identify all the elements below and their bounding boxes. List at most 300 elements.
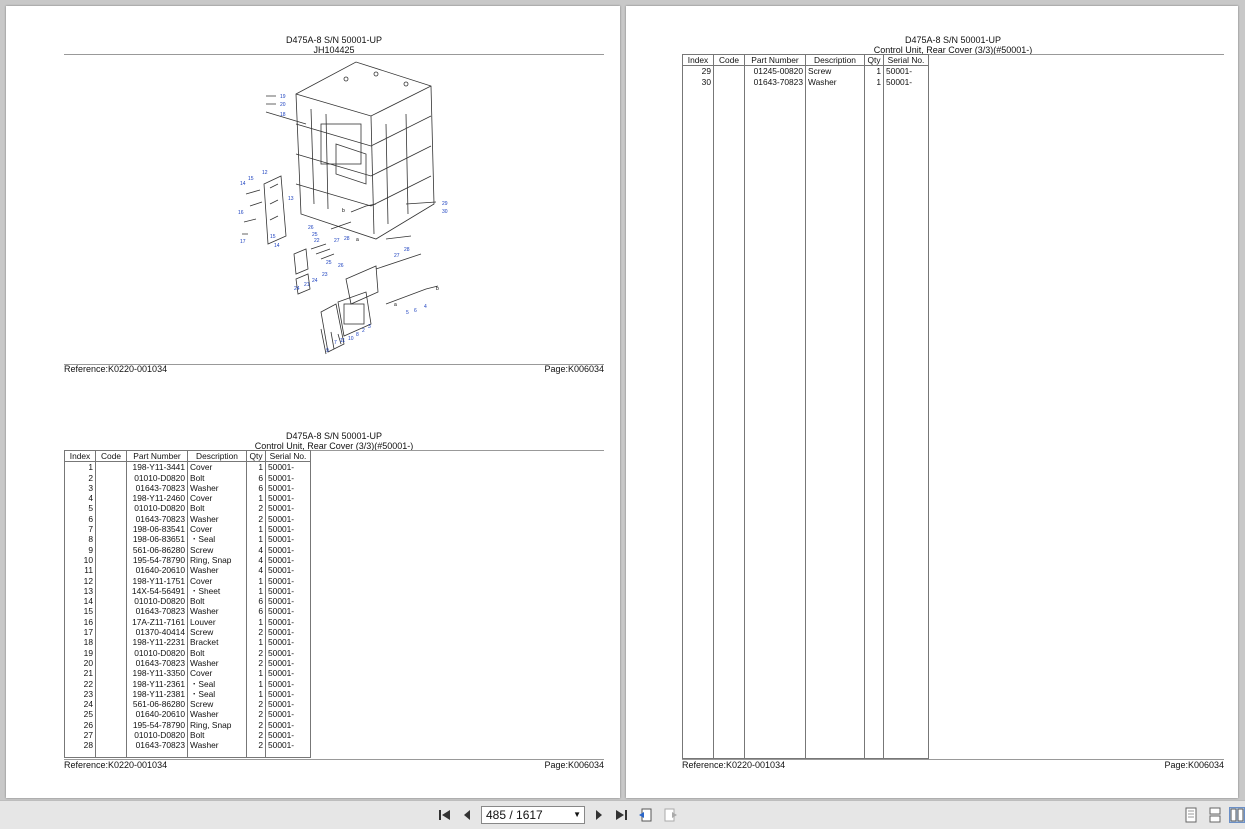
cell-part-number: 195-54-78790 — [127, 555, 188, 565]
cell-index: 6 — [65, 514, 96, 524]
cell-description: Ring, Snap — [188, 555, 247, 565]
svg-text:3: 3 — [368, 324, 371, 330]
cell-part-number: 198-Y11-3350 — [127, 668, 188, 678]
go-back-view-icon[interactable] — [638, 807, 654, 823]
cell-part-number: 01010-D0820 — [127, 503, 188, 513]
svg-text:20: 20 — [280, 102, 286, 108]
table-row — [65, 524, 311, 534]
cell-code — [96, 473, 127, 483]
table-row — [65, 545, 311, 555]
cell-qty: 2 — [247, 730, 266, 740]
cell-qty: 6 — [247, 473, 266, 483]
cell-index: 20 — [65, 658, 96, 668]
cell-part-number: 198-06-83541 — [127, 524, 188, 534]
cell-serial-no: 50001- — [266, 493, 311, 503]
cell-index: 25 — [65, 709, 96, 719]
svg-text:11: 11 — [340, 338, 346, 344]
cell-description: Cover — [188, 524, 247, 534]
cell-code — [96, 740, 127, 750]
cell-code — [96, 545, 127, 555]
svg-text:24: 24 — [312, 278, 318, 284]
parts-table-left — [64, 450, 311, 758]
cell-serial-no: 50001- — [266, 648, 311, 658]
cell-code — [714, 77, 745, 87]
cell-index: 9 — [65, 545, 96, 555]
cell-description: Cover — [188, 668, 247, 678]
cell-index: 12 — [65, 576, 96, 586]
cell-part-number: 198-06-83651 — [127, 534, 188, 544]
cell-part-number: 198-Y11-2381 — [127, 689, 188, 699]
cell-part-number: 01010-D0820 — [127, 473, 188, 483]
cell-code — [96, 617, 127, 627]
cell-part-number: 198-Y11-2361 — [127, 679, 188, 689]
cell-serial-no: 50001- — [266, 473, 311, 483]
cell-serial-no: 50001- — [266, 555, 311, 565]
svg-text:15: 15 — [248, 176, 254, 182]
svg-text:5: 5 — [406, 310, 409, 316]
cell-code — [96, 658, 127, 668]
filler-cell — [745, 87, 806, 759]
louver-cover — [338, 292, 371, 336]
column-header-qty: Qty — [247, 451, 266, 462]
cell-index: 4 — [65, 493, 96, 503]
table-filler-row — [683, 87, 929, 759]
cell-description: Bolt — [188, 503, 247, 513]
filler-cell — [188, 751, 247, 758]
cell-serial-no: 50001- — [266, 658, 311, 668]
column-header-part-number: Part Number — [127, 451, 188, 462]
table-row — [65, 565, 311, 575]
cell-part-number: 01010-D0820 — [127, 596, 188, 606]
cell-serial-no: 50001- — [266, 627, 311, 637]
illustration-header — [6, 35, 662, 55]
table-row — [65, 606, 311, 616]
cell-serial-no: 50001- — [266, 586, 311, 596]
table-row — [65, 586, 311, 596]
cell-index: 21 — [65, 668, 96, 678]
cell-index: 18 — [65, 637, 96, 647]
cell-qty: 1 — [247, 493, 266, 503]
svg-text:13: 13 — [288, 196, 294, 202]
cell-serial-no: 50001- — [266, 534, 311, 544]
table-row — [65, 740, 311, 750]
cell-part-number: 561-06-86280 — [127, 545, 188, 555]
column-header-description: Description — [806, 55, 865, 66]
svg-text:27: 27 — [334, 238, 340, 244]
cell-index: 14 — [65, 596, 96, 606]
table-row — [65, 699, 311, 709]
cell-code — [96, 514, 127, 524]
cell-serial-no: 50001- — [266, 514, 311, 524]
cell-qty: 4 — [247, 545, 266, 555]
cell-qty: 1 — [247, 524, 266, 534]
svg-text:9: 9 — [326, 348, 329, 354]
cell-description: Washer — [188, 483, 247, 493]
cell-qty: 2 — [247, 514, 266, 524]
column-header-code: Code — [96, 451, 127, 462]
cell-index: 19 — [65, 648, 96, 658]
svg-text:12: 12 — [262, 170, 268, 176]
cell-qty: 6 — [247, 606, 266, 616]
cell-serial-no: 50001- — [266, 462, 311, 473]
cell-serial-no: 50001- — [884, 77, 929, 87]
cell-qty: 4 — [247, 555, 266, 565]
filler-cell — [65, 751, 96, 758]
cell-index: 1 — [65, 462, 96, 473]
cell-description: Washer — [188, 514, 247, 524]
cell-qty: 1 — [247, 679, 266, 689]
svg-text:6: 6 — [414, 308, 417, 314]
svg-text:2: 2 — [362, 328, 365, 334]
cell-qty: 4 — [247, 565, 266, 575]
cell-description: Bolt — [188, 473, 247, 483]
cell-code — [96, 483, 127, 493]
cell-serial-no: 50001- — [266, 730, 311, 740]
cell-code — [96, 689, 127, 699]
cell-qty: 2 — [247, 658, 266, 668]
cell-qty: 6 — [247, 483, 266, 493]
cell-serial-no: 50001- — [266, 709, 311, 719]
table-row — [65, 473, 311, 483]
cell-description: Washer — [806, 77, 865, 87]
cell-qty: 1 — [247, 586, 266, 596]
cell-part-number: 01643-70823 — [127, 658, 188, 668]
cell-part-number: 17A-Z11-7161 — [127, 617, 188, 627]
cell-index: 10 — [65, 555, 96, 565]
next-page-icon[interactable] — [591, 807, 607, 823]
table-row — [65, 730, 311, 740]
reference-label: Reference:K0220-001034 — [64, 364, 168, 374]
cell-part-number: 01643-70823 — [127, 606, 188, 616]
svg-text:14: 14 — [240, 181, 246, 187]
cell-index: 3 — [65, 483, 96, 493]
frame-outline — [296, 62, 434, 239]
svg-text:18: 18 — [280, 112, 286, 118]
filler-cell — [683, 87, 714, 759]
table-subtitle: Control Unit, Rear Cover (3/3)(#50001-) — [254, 441, 414, 451]
cell-qty: 6 — [247, 596, 266, 606]
document-page-left — [6, 6, 620, 798]
cell-index: 28 — [65, 740, 96, 750]
go-forward-view-icon[interactable] — [662, 807, 678, 823]
cell-index: 27 — [65, 730, 96, 740]
cell-description: Washer — [188, 658, 247, 668]
svg-text:29: 29 — [442, 201, 448, 207]
column-header-index: Index — [65, 451, 96, 462]
table-row — [65, 627, 311, 637]
page-indicator: 485 / 1617 — [486, 808, 543, 822]
cell-description: Washer — [188, 565, 247, 575]
first-page-icon[interactable] — [437, 807, 453, 823]
cell-description: Cover — [188, 462, 247, 473]
cell-part-number: 01643-70823 — [127, 740, 188, 750]
cell-qty: 1 — [247, 617, 266, 627]
cell-index: 30 — [683, 77, 714, 87]
cell-description: ・Seal — [188, 689, 247, 699]
cell-index: 29 — [683, 66, 714, 77]
table-row — [65, 658, 311, 668]
cell-part-number: 01643-70823 — [745, 77, 806, 87]
table-header — [6, 431, 662, 451]
svg-text:4: 4 — [424, 304, 427, 310]
cell-qty: 1 — [865, 77, 884, 87]
table-row — [65, 493, 311, 503]
column-header-description: Description — [188, 451, 247, 462]
cell-index: 23 — [65, 689, 96, 699]
cell-serial-no: 50001- — [266, 637, 311, 647]
cell-description: Cover — [188, 493, 247, 503]
continuous-view-icon[interactable] — [1207, 807, 1223, 823]
svg-text:15: 15 — [270, 234, 276, 240]
cell-index: 16 — [65, 617, 96, 627]
svg-text:16: 16 — [238, 210, 244, 216]
cell-serial-no: 50001- — [266, 617, 311, 627]
cell-part-number: 198-Y11-1751 — [127, 576, 188, 586]
page-code-label: Page:K006034 — [544, 364, 604, 374]
svg-text:21: 21 — [304, 282, 310, 288]
cell-description: Cover — [188, 576, 247, 586]
table-filler-row — [65, 751, 311, 758]
cell-serial-no: 50001- — [266, 606, 311, 616]
cell-description: Washer — [188, 740, 247, 750]
cell-index: 17 — [65, 627, 96, 637]
svg-text:14: 14 — [274, 243, 280, 249]
cell-description: Ring, Snap — [188, 720, 247, 730]
cell-part-number: 01640-20610 — [127, 709, 188, 719]
column-header-code: Code — [714, 55, 745, 66]
cell-qty: 2 — [247, 648, 266, 658]
cell-index: 7 — [65, 524, 96, 534]
svg-text:23: 23 — [322, 272, 328, 278]
svg-text:26: 26 — [338, 263, 344, 269]
cell-serial-no: 50001- — [266, 740, 311, 750]
svg-text:25: 25 — [312, 232, 318, 238]
cell-description: Washer — [188, 606, 247, 616]
svg-text:28: 28 — [344, 236, 350, 242]
filler-cell — [96, 751, 127, 758]
cell-serial-no: 50001- — [266, 524, 311, 534]
cell-part-number: 01010-D0820 — [127, 648, 188, 658]
cell-part-number: 198-Y11-2231 — [127, 637, 188, 647]
table-row — [65, 617, 311, 627]
cell-serial-no: 50001- — [266, 679, 311, 689]
chevron-down-icon[interactable]: ▼ — [573, 810, 581, 819]
table-row — [65, 637, 311, 647]
cell-serial-no: 50001- — [266, 503, 311, 513]
cell-description: Screw — [806, 66, 865, 77]
cell-part-number: 198-Y11-2460 — [127, 493, 188, 503]
table-row — [65, 679, 311, 689]
cell-part-number: 01010-D0820 — [127, 730, 188, 740]
figure-number: JH104425 — [313, 45, 355, 55]
page-code-label-2: Page:K006034 — [544, 760, 604, 770]
right-table-subtitle: Control Unit, Rear Cover (3/3)(#50001-) — [873, 45, 1033, 55]
exploded-parts-diagram — [226, 54, 456, 364]
table-row — [65, 596, 311, 606]
cell-code — [96, 730, 127, 740]
cell-index: 5 — [65, 503, 96, 513]
cell-description: Screw — [188, 627, 247, 637]
right-page-code-label: Page:K006034 — [1164, 760, 1224, 770]
cell-qty: 2 — [247, 709, 266, 719]
cell-part-number: 01245-00820 — [745, 66, 806, 77]
cell-qty: 2 — [247, 627, 266, 637]
cell-serial-no: 50001- — [266, 720, 311, 730]
cell-code — [96, 576, 127, 586]
cell-index: 11 — [65, 565, 96, 575]
column-header-index: Index — [683, 55, 714, 66]
svg-text:a: a — [356, 237, 359, 243]
table-row — [65, 648, 311, 658]
filler-cell — [884, 87, 929, 759]
cell-serial-no: 50001- — [266, 596, 311, 606]
lower-cover — [294, 249, 308, 274]
cell-qty: 2 — [247, 720, 266, 730]
column-header-serial-no: Serial No. — [884, 55, 929, 66]
cell-qty: 1 — [247, 462, 266, 473]
parts-table-right — [682, 54, 929, 759]
cell-description: Louver — [188, 617, 247, 627]
filler-cell — [865, 87, 884, 759]
cell-code — [96, 606, 127, 616]
cell-code — [96, 648, 127, 658]
svg-text:7: 7 — [334, 340, 337, 346]
cell-index: 22 — [65, 679, 96, 689]
table-row — [683, 77, 929, 87]
svg-text:25: 25 — [326, 260, 332, 266]
table-row — [65, 483, 311, 493]
cell-part-number: 01643-70823 — [127, 483, 188, 493]
cell-description: Bolt — [188, 648, 247, 658]
cell-serial-no: 50001- — [266, 483, 311, 493]
previous-page-icon[interactable] — [459, 807, 475, 823]
cell-description: ・Sheet — [188, 586, 247, 596]
cell-code — [96, 627, 127, 637]
cell-serial-no: 50001- — [884, 66, 929, 77]
cell-part-number: 198-Y11-3441 — [127, 462, 188, 473]
svg-text:22: 22 — [314, 238, 320, 244]
svg-text:b: b — [342, 208, 345, 214]
illustration-title: D475A-8 S/N 50001-UP — [285, 35, 383, 45]
document-page-right — [626, 6, 1238, 798]
cell-part-number: 01643-70823 — [127, 514, 188, 524]
cell-part-number: 195-54-78790 — [127, 720, 188, 730]
cell-description: ・Seal — [188, 679, 247, 689]
last-page-icon[interactable] — [613, 807, 629, 823]
cell-code — [96, 596, 127, 606]
cell-description: ・Seal — [188, 534, 247, 544]
filler-cell — [266, 751, 311, 758]
cell-index: 8 — [65, 534, 96, 544]
table-row — [65, 462, 311, 473]
table-row — [65, 720, 311, 730]
svg-text:10: 10 — [348, 336, 354, 342]
column-header-serial-no: Serial No. — [266, 451, 311, 462]
cell-qty: 1 — [247, 534, 266, 544]
filler-cell — [806, 87, 865, 759]
svg-text:30: 30 — [442, 209, 448, 215]
right-table-header — [626, 35, 1245, 55]
svg-text:27: 27 — [394, 253, 400, 259]
cell-part-number: 01370-40414 — [127, 627, 188, 637]
cell-code — [96, 709, 127, 719]
cell-serial-no: 50001- — [266, 699, 311, 709]
right-table-title: D475A-8 S/N 50001-UP — [904, 35, 1002, 45]
table-row — [65, 514, 311, 524]
svg-text:a: a — [394, 302, 397, 308]
cell-code — [96, 720, 127, 730]
table-row — [65, 576, 311, 586]
cell-qty: 2 — [247, 699, 266, 709]
cell-description: Bolt — [188, 730, 247, 740]
cell-index: 26 — [65, 720, 96, 730]
cell-part-number: 14X-54-56491 — [127, 586, 188, 596]
table-row — [65, 555, 311, 565]
cell-index: 24 — [65, 699, 96, 709]
cell-serial-no: 50001- — [266, 545, 311, 555]
svg-text:26: 26 — [308, 225, 314, 231]
cell-serial-no: 50001- — [266, 689, 311, 699]
cell-serial-no: 50001- — [266, 565, 311, 575]
cell-code — [96, 503, 127, 513]
cell-code — [96, 586, 127, 596]
cell-code — [96, 565, 127, 575]
two-page-view-icon[interactable] — [1229, 807, 1245, 823]
svg-text:19: 19 — [280, 94, 286, 100]
right-reference-label: Reference:K0220-001034 — [682, 760, 786, 770]
column-header-qty: Qty — [865, 55, 884, 66]
table-row — [65, 709, 311, 719]
cell-qty: 1 — [247, 668, 266, 678]
filler-cell — [127, 751, 188, 758]
cell-code — [96, 534, 127, 544]
cell-description: Washer — [188, 709, 247, 719]
cell-index: 2 — [65, 473, 96, 483]
svg-text:24: 24 — [294, 286, 300, 292]
table-row — [65, 689, 311, 699]
cell-code — [96, 637, 127, 647]
cell-part-number: 561-06-86280 — [127, 699, 188, 709]
cell-index: 13 — [65, 586, 96, 596]
cell-description: Screw — [188, 699, 247, 709]
cell-description: Screw — [188, 545, 247, 555]
cell-qty: 2 — [247, 740, 266, 750]
cell-code — [96, 493, 127, 503]
table-row — [65, 503, 311, 513]
cell-part-number: 01640-20610 — [127, 565, 188, 575]
page-number-input[interactable] — [481, 806, 585, 824]
cell-qty: 1 — [247, 637, 266, 647]
cell-serial-no: 50001- — [266, 668, 311, 678]
svg-text:b: b — [436, 286, 439, 292]
reference-label-2: Reference:K0220-001034 — [64, 760, 168, 770]
cell-code — [714, 66, 745, 77]
cell-qty: 1 — [865, 66, 884, 77]
table-title: D475A-8 S/N 50001-UP — [285, 431, 383, 441]
cell-index: 15 — [65, 606, 96, 616]
column-header-part-number: Part Number — [745, 55, 806, 66]
cell-code — [96, 524, 127, 534]
viewer-toolbar — [0, 800, 1245, 829]
cell-qty: 2 — [247, 503, 266, 513]
single-page-view-icon[interactable] — [1183, 807, 1199, 823]
cell-serial-no: 50001- — [266, 576, 311, 586]
table-row — [65, 534, 311, 544]
cell-code — [96, 668, 127, 678]
cell-description: Bracket — [188, 637, 247, 647]
svg-text:28: 28 — [404, 247, 410, 253]
svg-text:8: 8 — [356, 332, 359, 338]
